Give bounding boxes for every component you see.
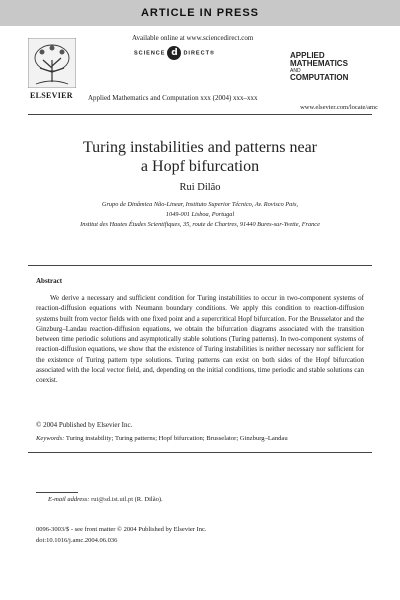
sd-right: DIRECT® bbox=[183, 50, 215, 57]
email-label: E-mail address: bbox=[48, 496, 90, 503]
header-rule bbox=[28, 114, 372, 115]
doi-line[interactable]: doi:10.1016/j.amc.2004.06.036 bbox=[36, 537, 118, 544]
publisher-name: ELSEVIER bbox=[30, 91, 73, 100]
abstract-bottom-rule bbox=[28, 452, 372, 453]
abstract-heading: Abstract bbox=[36, 277, 63, 285]
abstract-top-rule bbox=[28, 265, 372, 266]
journal-logo bbox=[290, 52, 374, 82]
title-line-1: Turing instabilities and patterns near bbox=[82, 139, 318, 156]
elsevier-tree-logo bbox=[28, 38, 76, 88]
sd-d-icon: d bbox=[167, 46, 181, 60]
journal-logo-line3: AND bbox=[290, 68, 301, 74]
abstract-copyright: © 2004 Published by Elsevier Inc. bbox=[36, 421, 133, 429]
issn-line: 0096-3003/$ - see front matter © 2004 Published by Elsevier Inc. bbox=[36, 526, 207, 533]
keywords bbox=[36, 435, 364, 442]
email-suffix: (R. Dilão). bbox=[134, 496, 163, 503]
affiliation bbox=[0, 200, 400, 230]
affiliation-line-1: Grupo de Dinâmica Não-Linear, Instituto Superior Técnico, Av. Rovisco Pais, bbox=[101, 201, 299, 208]
author-name: Rui Dilão bbox=[179, 182, 221, 193]
title-line-2: a Hopf bifurcation bbox=[140, 158, 260, 175]
journal-logo-line4: COMPUTATION bbox=[290, 73, 349, 82]
affiliation-line-3: Institut des Hautes Études Scientifiques, 35, route de Chartres, 91440 Bures-sur-Yvette, France bbox=[80, 221, 320, 228]
journal-header bbox=[0, 32, 400, 114]
author-email bbox=[48, 496, 163, 503]
sd-left: SCIENCE bbox=[134, 50, 166, 57]
journal-logo-line1: APPLIED bbox=[290, 51, 325, 60]
affiliation-line-2: 1049-001 Lisboa, Portugal bbox=[165, 211, 235, 218]
email-link[interactable]: rui@sd.ist.utl.pt bbox=[91, 496, 134, 503]
footnote-rule bbox=[36, 492, 78, 493]
sciencedirect-logo bbox=[134, 46, 215, 60]
available-online-text: Available online at www.sciencedirect.com bbox=[132, 34, 254, 42]
keywords-label: Keywords: bbox=[36, 435, 65, 442]
article-in-press-banner: ARTICLE IN PRESS bbox=[0, 0, 400, 26]
article-title bbox=[0, 138, 400, 176]
journal-url[interactable]: www.elsevier.com/locate/amc bbox=[300, 104, 378, 111]
keywords-list: Turing instability; Turing patterns; Hopf bifurcation; Brusselator; Ginzburg–Landau bbox=[65, 435, 288, 442]
journal-logo-line2: MATHEMATICS bbox=[290, 59, 348, 68]
abstract-body: We derive a necessary and sufficient condition for Turing instabilities to occur in two-component systems of reaction-diffusion equations with Neumann boundary conditions. We apply this condition to reaction-diffusion systems built from vector fields with one fixed point and a supercritical Hopf bifurcation. For the Brusselator and the Ginzburg–Landau reaction-diffusion equations, we obtain the bifurcation diagrams associated with the transition between time periodic solutions and asymptotically stable solutions (Turing patterns). In two-component systems of reaction-diffusion equations, we show that the existence of Turing instabilities is neither necessary nor sufficient for the existence of Turing pattern type solutions. Turing patterns can exist on both sides of the Hopf bifurcation associated with the local vector field, and, depending on the initial conditions, time periodic and stable solutions can coexist. bbox=[36, 294, 364, 385]
journal-citation: Applied Mathematics and Computation xxx (2004) xxx–xxx bbox=[88, 94, 258, 102]
